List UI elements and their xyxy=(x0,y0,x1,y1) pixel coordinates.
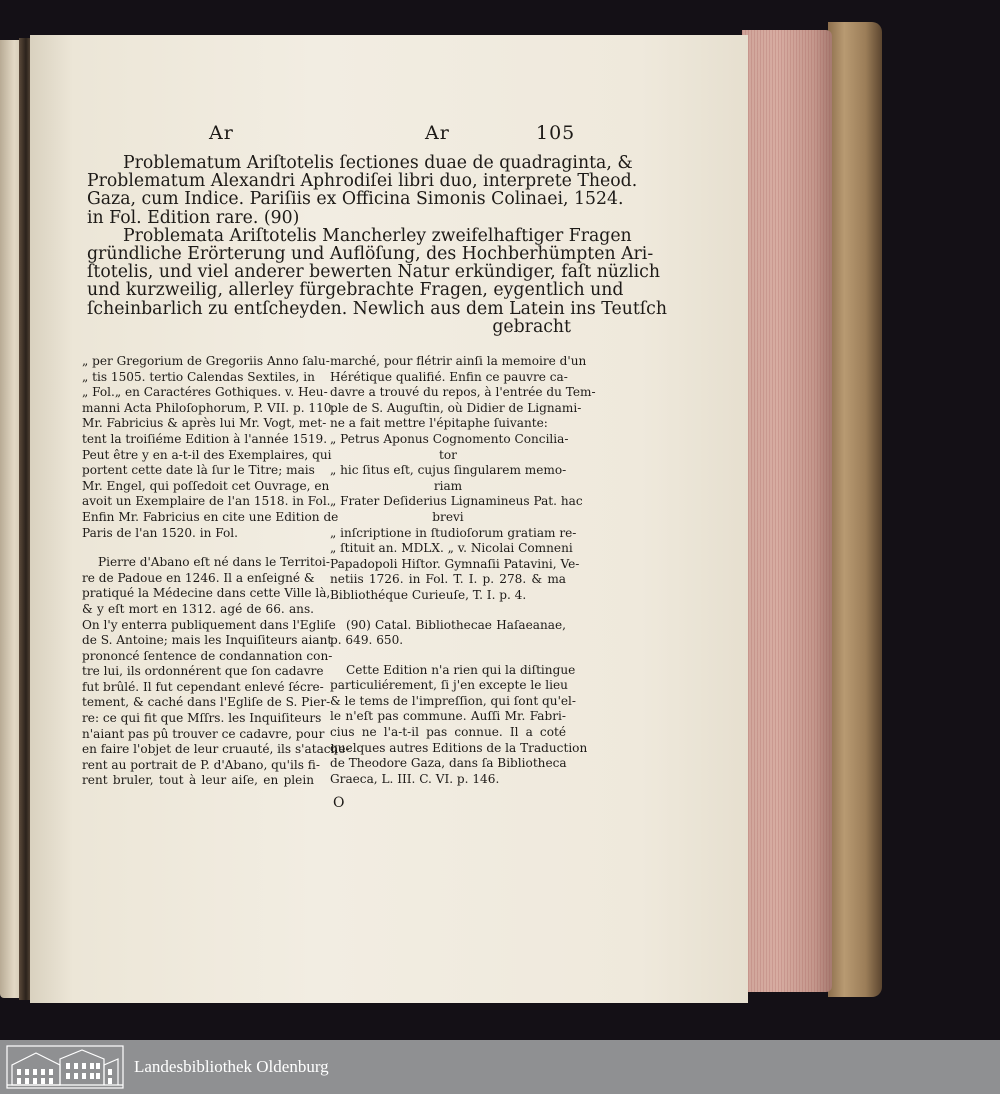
footnote-line: tement, & caché dans l'Egliſe de S. Pier- xyxy=(82,695,331,710)
footnote-line: tent la troiſiéme Edition à l'année 1519. xyxy=(82,431,328,446)
footnote-column-right xyxy=(330,354,596,787)
footnote-line: quelques autres Editions de la Traduction xyxy=(330,740,588,755)
footnote-line: „ Frater Deſiderius Lignamineus Pat. hac xyxy=(330,494,583,509)
footnote-line: Mr. Fabricius & après lui Mr. Vogt, met- xyxy=(82,416,327,431)
footnote-line: le n'eſt pas commune. Auſſi Mr. Fabri- xyxy=(330,709,566,724)
footnote-line: „ Petrus Aponus Cognomento Concilia- xyxy=(330,431,569,446)
footnote-line: prononcé ſentence de condannation con- xyxy=(82,648,333,663)
footnote-line: tre lui, ils ordonnérent que ſon cadavre xyxy=(82,664,324,679)
footnote-line: en faire l'objet de leur cruauté, ils s'atache- xyxy=(82,742,350,757)
main-text-line: und kurzweilig, allerley fürgebrachte Fragen, eygentlich und xyxy=(87,280,624,301)
footnote-line: re de Padoue en 1246. Il a enſeigné & xyxy=(82,570,315,585)
footnote-column-left xyxy=(82,354,350,789)
footnote-line: „ per Gregorium de Gregoriis Anno ſalu- xyxy=(82,354,330,368)
main-text-line: Problematum Alexandri Aphrodiſei libri duo, interprete Theod. xyxy=(87,171,638,192)
footnote-line: Pierre d'Abano eſt né dans le Territoi- xyxy=(98,555,330,570)
footnote-line: particuliérement, ſi j'en excepte le lieu xyxy=(330,678,568,693)
footnote-line: „ tis 1505. tertio Calendas Sextiles, in xyxy=(82,369,315,384)
footnote-line: p. 649. 650. xyxy=(330,633,404,648)
main-text-line: ſtotelis, und viel anderer bewerten Natur erkündiger, faſt nüzlich xyxy=(87,262,660,283)
signature-mark: O xyxy=(333,795,345,811)
footnote-line: davre a trouvé du repos, à l'entrée du Tem- xyxy=(330,385,596,400)
footnote-line: marché, pour flétrir ainſi la memoire d'un xyxy=(330,354,587,368)
page-number: 105 xyxy=(536,122,576,144)
page-edges xyxy=(742,30,832,992)
main-text-line: Gaza, cum Indice. Pariſiis ex Officina Simonis Colinaei, 1524. xyxy=(87,189,624,210)
footnote-line: Bibliothéque Curieuſe, T. I. p. 4. xyxy=(330,587,527,602)
library-name: Landesbibliothek Oldenburg xyxy=(134,1057,329,1076)
footnote-line: On l'y enterra publiquement dans l'Egliſe xyxy=(82,617,336,632)
paragraph-gap xyxy=(330,604,566,618)
library-building-logo-icon xyxy=(6,1045,124,1089)
footnote-line: Graeca, L. III. C. VI. p. 146. xyxy=(330,771,500,786)
footnote-line: Paris de l'an 1520. in Fol. xyxy=(82,525,238,540)
main-text-line: gebracht xyxy=(492,316,571,337)
footnote-line: pratiqué la Médecine dans cette Ville là, xyxy=(82,586,331,601)
footnote-line: de Theodore Gaza, dans ſa Bibliotheca xyxy=(330,756,567,771)
footer-bar xyxy=(0,1040,1000,1094)
running-head-center: Ar xyxy=(425,122,450,144)
paragraph-gap xyxy=(330,649,566,663)
footnote-line: riam xyxy=(433,478,463,493)
footnote-line: Peut être y en a-t-il des Exemplaires, qui xyxy=(82,447,332,462)
footnote-line: Hérétique qualifié. Enfin ce pauvre ca- xyxy=(330,369,568,384)
footnote-line: avoit un Exemplaire de l'an 1518. in Fol. xyxy=(82,494,331,509)
footnote-line: tor xyxy=(439,447,457,462)
footnote-line: re: ce qui fit que Mſſrs. les Inquiſiteurs xyxy=(82,711,322,726)
footnote-line: rent au portrait de P. d'Abano, qu'ils fi- xyxy=(82,757,320,772)
footnote-line: cius ne l'a-t-il pas connue. Il a coté xyxy=(330,725,566,740)
footnote-line: „ ſtituit an. MDLX. „ v. Nicolai Comneni xyxy=(330,541,573,556)
footnote-line: & y eſt mort en 1312. agé de 66. ans. xyxy=(82,601,314,616)
main-text-line: Problematum Ariſtotelis ſectiones duae de quadraginta, & xyxy=(123,153,633,173)
footnote-line: portent cette date là ſur le Titre; mais xyxy=(82,463,315,478)
footnote-line: n'aiant pas pû trouver ce cadavre, pour xyxy=(82,726,325,741)
footnote-line: netiis 1726. in Fol. T. I. p. 278. & ma xyxy=(330,572,566,587)
footnote-line: (90) Catal. Bibliothecae Haſaeanae, xyxy=(346,617,566,632)
main-text-line: gründliche Erörterung und Auflöſung, des Hochberhümpten Ari- xyxy=(87,243,654,264)
footnote-line: & le tems de l'impreſſion, qui ſont qu'el- xyxy=(330,693,577,708)
main-text-line: ſcheinbarlich zu entſcheyden. Newlich aus dem Latein ins Teutſch xyxy=(87,298,667,319)
footnote-line: „ hic ſitus eſt, cujus ſingularem memo- xyxy=(330,463,567,478)
footnote-line: de S. Antoine; mais les Inquiſiteurs aiant xyxy=(82,633,333,648)
footnote-line: ple de S. Auguſtin, où Didier de Lignami- xyxy=(330,400,582,415)
footnote-line: Mr. Engel, qui poſſedoit cet Ouvrage, en xyxy=(82,478,330,493)
paragraph-gap xyxy=(82,541,314,555)
footnote-line: fut brûlé. Il fut cependant enlevé ſécre- xyxy=(82,679,324,694)
footnote-line: rent bruler, tout à leur aiſe, en plein xyxy=(82,773,314,788)
footnote-line: „ inſcriptione in ſtudioſorum gratiam re- xyxy=(330,525,577,540)
footnote-line: Papadopoli Hiſtor. Gymnaſii Patavini, Ve- xyxy=(330,556,580,571)
footnote-line: ne a fait mettre l'épitaphe ſuivante: xyxy=(330,416,548,431)
main-text-block xyxy=(87,153,667,337)
footnote-line: Cette Edition n'a rien qui la diſtingue xyxy=(346,662,576,677)
footnote-line: „ Fol.„ en Caractéres Gothiques. v. Heu- xyxy=(82,385,328,400)
running-head-left: Ar xyxy=(209,122,234,144)
footnote-line: Enfin Mr. Fabricius en cite une Edition de xyxy=(82,509,339,524)
footnote-line: manni Acta Philoſophorum, P. VII. p. 110. xyxy=(82,400,336,415)
main-text-line: in Fol. Edition rare. (90) xyxy=(87,207,300,228)
book-cover xyxy=(828,22,882,997)
main-text-line: Problemata Ariſtotelis Mancherley zweifelhaftiger Fragen xyxy=(123,225,632,246)
footnote-line: brevi xyxy=(432,509,464,524)
